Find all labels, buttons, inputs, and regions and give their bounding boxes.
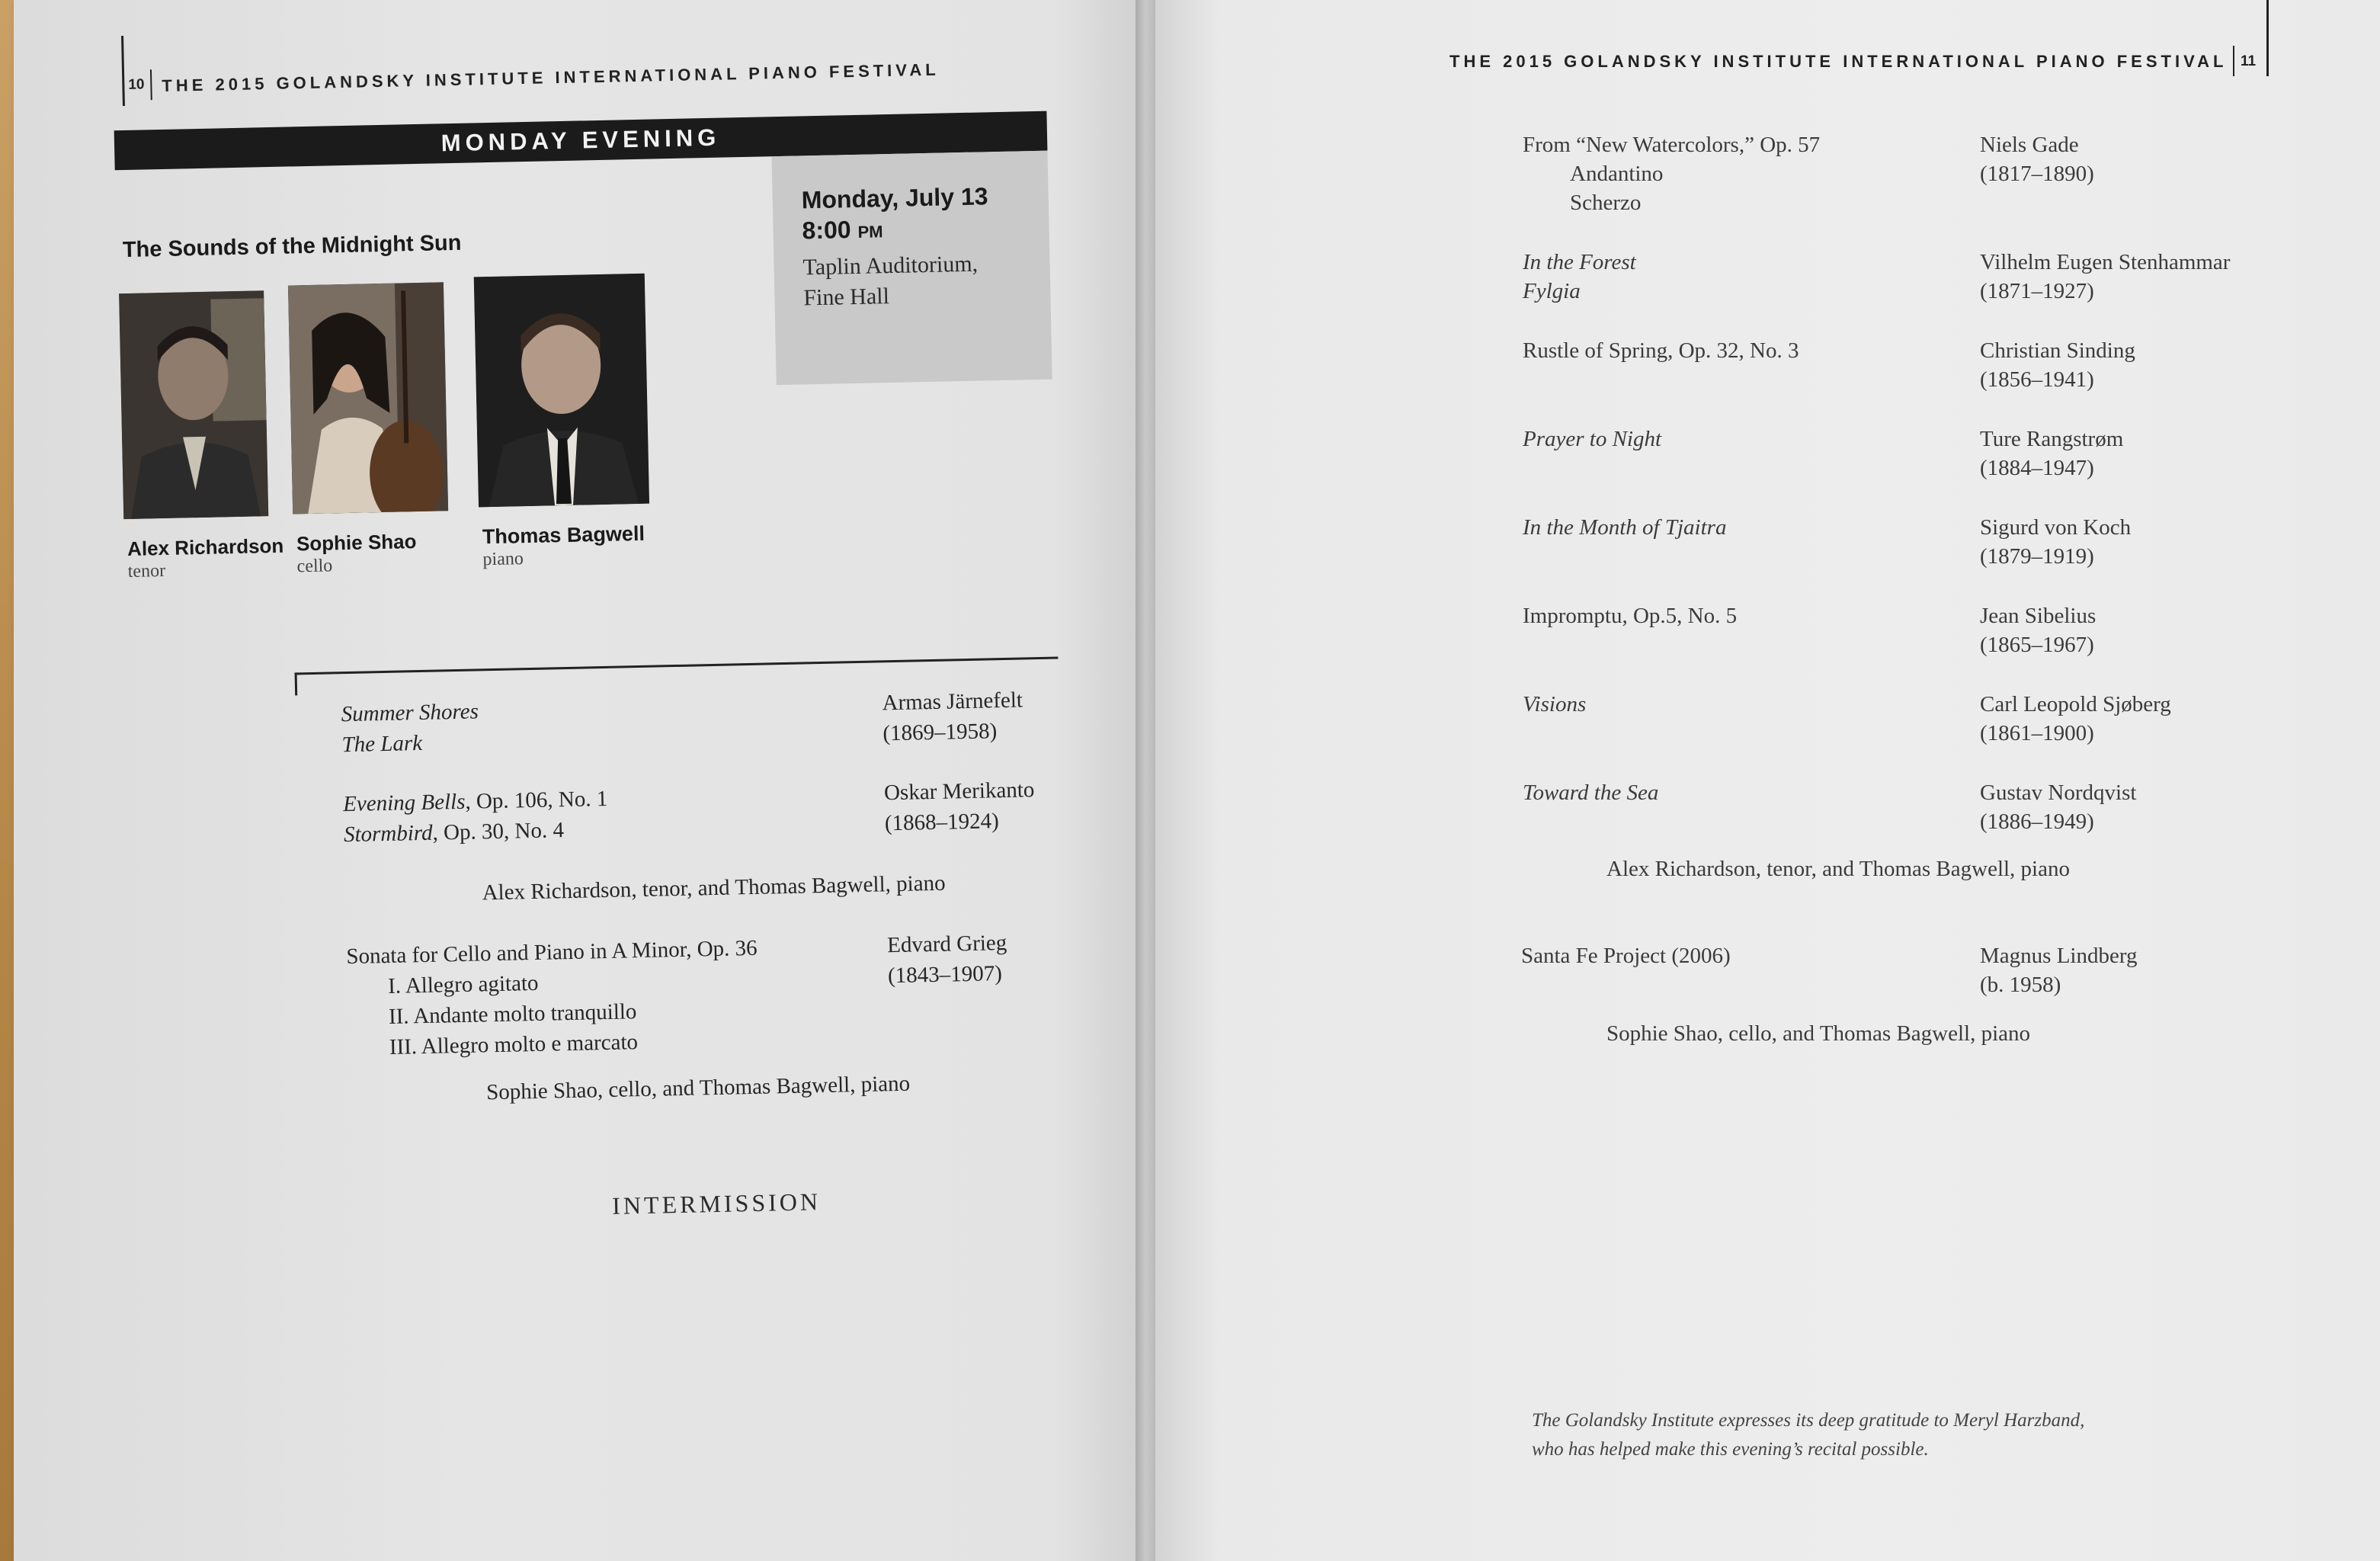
- composer-sibelius: Jean Sibelius: [1980, 604, 2097, 628]
- program-title-visions: Visions: [1523, 692, 1587, 716]
- program-title-impromptu: Impromptu, Op.5, No. 5: [1523, 604, 1738, 628]
- composer-dates-von-koch: (1879–1919): [1980, 544, 2094, 569]
- composer-von-koch: Sigurd von Koch: [1980, 515, 2132, 540]
- date-box: [772, 151, 1052, 386]
- date-time-value: 8:00: [802, 216, 851, 245]
- gade-movement-2: Scherzo: [1570, 191, 1642, 215]
- program-title-month-of-tjaitra: In the Month of Tjaitra: [1523, 515, 1727, 540]
- running-header-right: THE 2015 GOLANDSKY INSTITUTE INTERNATIONAL PIANO FESTIVAL: [1449, 52, 2228, 71]
- program-title-evening-bells-name: Evening Bells: [342, 789, 466, 817]
- composer-dates-jarnefelt: (1869–1958): [882, 719, 998, 746]
- performer-photo-sophie: [288, 282, 448, 514]
- composer-dates-gade: (1817–1890): [1980, 162, 2094, 186]
- date-time-suffix: PM: [857, 222, 883, 242]
- composer-sjoberg: Carl Leopold Sjøberg: [1980, 692, 2171, 716]
- intermission-label: INTERMISSION: [611, 1188, 822, 1220]
- program-title-stormbird-name: Stormbird: [343, 820, 433, 848]
- sonata-movement-3: III. Allegro molto e marcato: [389, 1030, 639, 1059]
- program-title-evening-bells-opus: , Op. 106, No. 1: [465, 786, 608, 814]
- page-number: 10: [128, 76, 145, 93]
- book-gutter-shadow: [1136, 0, 1155, 1561]
- running-header: THE 2015 GOLANDSKY INSTITUTE INTERNATIONAL PIANO FESTIVAL: [162, 59, 940, 95]
- program-title-evening-bells: [343, 787, 608, 817]
- header-rule: [121, 36, 125, 106]
- left-page: [14, 0, 1145, 1561]
- program-title-stormbird-opus: , Op. 30, No. 4: [432, 818, 565, 845]
- composer-dates-grieg: (1843–1907): [887, 961, 1003, 989]
- gade-movement-1: Andantino: [1570, 162, 1664, 186]
- venue-line-2: Fine Hall: [803, 284, 890, 311]
- program-rule: [295, 656, 1059, 675]
- composer-dates-merikanto: (1868–1924): [884, 809, 1000, 836]
- performer-credit-right-1: Alex Richardson, tenor, and Thomas Bagwell, piano: [1606, 857, 2070, 881]
- composer-nordqvist: Gustav Nordqvist: [1980, 780, 2137, 805]
- header-divider-right: [2233, 46, 2234, 76]
- composer-gade: Niels Gade: [1980, 133, 2079, 157]
- section-bar-label: MONDAY EVENING: [440, 123, 721, 157]
- program-title-in-the-forest: In the Forest: [1523, 250, 1636, 274]
- date-time: [802, 215, 883, 245]
- composer-merikanto: Oskar Merikanto: [883, 777, 1035, 806]
- header-rule-right: [2266, 0, 2269, 76]
- program-title-rustle-of-spring: Rustle of Spring, Op. 32, No. 3: [1523, 338, 1799, 363]
- composer-dates-rangstrom: (1884–1947): [1980, 456, 2094, 480]
- composer-lindberg: Magnus Lindberg: [1980, 944, 2138, 968]
- composer-dates-sjoberg: (1861–1900): [1980, 721, 2094, 745]
- portrait-thomas-image: [474, 274, 649, 508]
- composer-dates-sibelius: (1865–1967): [1980, 633, 2094, 657]
- right-page: [1145, 0, 2380, 1561]
- performer-name-sophie: Sophie Shao: [296, 530, 417, 556]
- page-number-right: 11: [2241, 53, 2257, 69]
- portrait-sophie-image: [288, 282, 448, 514]
- performer-photo-alex: [119, 290, 268, 519]
- performer-credit-right-2: Sophie Shao, cello, and Thomas Bagwell, piano: [1606, 1021, 2031, 1046]
- program-title-santa-fe-project: Santa Fe Project (2006): [1521, 944, 1731, 968]
- performer-name-alex: Alex Richardson: [127, 534, 284, 561]
- composer-dates-lindberg: (b. 1958): [1980, 973, 2061, 997]
- sonata-title: Sonata for Cello and Piano in A Minor, Op. 36: [346, 935, 758, 970]
- left-page-content: [14, 0, 1145, 1561]
- program-rule-tick: [295, 672, 298, 695]
- composer-dates-stenhammar: (1871–1927): [1980, 279, 2094, 303]
- composer-dates-nordqvist: (1886–1949): [1980, 809, 2094, 834]
- composer-dates-sinding: (1856–1941): [1980, 367, 2094, 392]
- performer-photo-thomas: [474, 274, 649, 508]
- sonata-movement-2: II. Andante molto tranquillo: [388, 999, 637, 1029]
- acknowledgment-line-2: who has helped make this evening’s recital possible.: [1532, 1439, 1929, 1460]
- composer-grieg: Edvard Grieg: [886, 930, 1007, 958]
- program-title: The Sounds of the Midnight Sun: [122, 230, 462, 263]
- program-title-toward-the-sea: Toward the Sea: [1523, 780, 1659, 805]
- performer-role-thomas: piano: [482, 549, 524, 570]
- portrait-alex-image: [119, 290, 268, 519]
- header-divider: [150, 69, 152, 100]
- performer-role-sophie: cello: [296, 556, 333, 577]
- performer-role-alex: tenor: [127, 560, 166, 582]
- program-title-stormbird: [344, 818, 565, 848]
- gade-title: From “New Watercolors,” Op. 57: [1523, 133, 1821, 157]
- program-title-prayer-to-night: Prayer to Night: [1523, 427, 1662, 451]
- performer-credit-2: Sophie Shao, cello, and Thomas Bagwell, piano: [485, 1071, 911, 1105]
- venue-line-1: Taplin Auditorium,: [802, 251, 979, 280]
- program-title-fylgia: Fylgia: [1523, 279, 1581, 303]
- sonata-movement-1: I. Allegro agitato: [387, 970, 539, 998]
- composer-stenhammar: Vilhelm Eugen Stenhammar: [1980, 250, 2231, 274]
- performer-name-thomas: Thomas Bagwell: [482, 521, 645, 549]
- program-title-the-lark: The Lark: [341, 730, 423, 758]
- performer-credit-1: Alex Richardson, tenor, and Thomas Bagwell, piano: [482, 870, 946, 906]
- composer-sinding: Christian Sinding: [1980, 338, 2135, 363]
- composer-rangstrom: Ture Rangstrøm: [1980, 427, 2124, 451]
- composer-jarnefelt: Armas Järnefelt: [882, 688, 1023, 716]
- acknowledgment-line-1: The Golandsky Institute expresses its deep gratitude to Meryl Harzband,: [1532, 1410, 2085, 1431]
- date-day: Monday, July 13: [801, 182, 988, 214]
- program-title-summer-shores: Summer Shores: [341, 699, 479, 727]
